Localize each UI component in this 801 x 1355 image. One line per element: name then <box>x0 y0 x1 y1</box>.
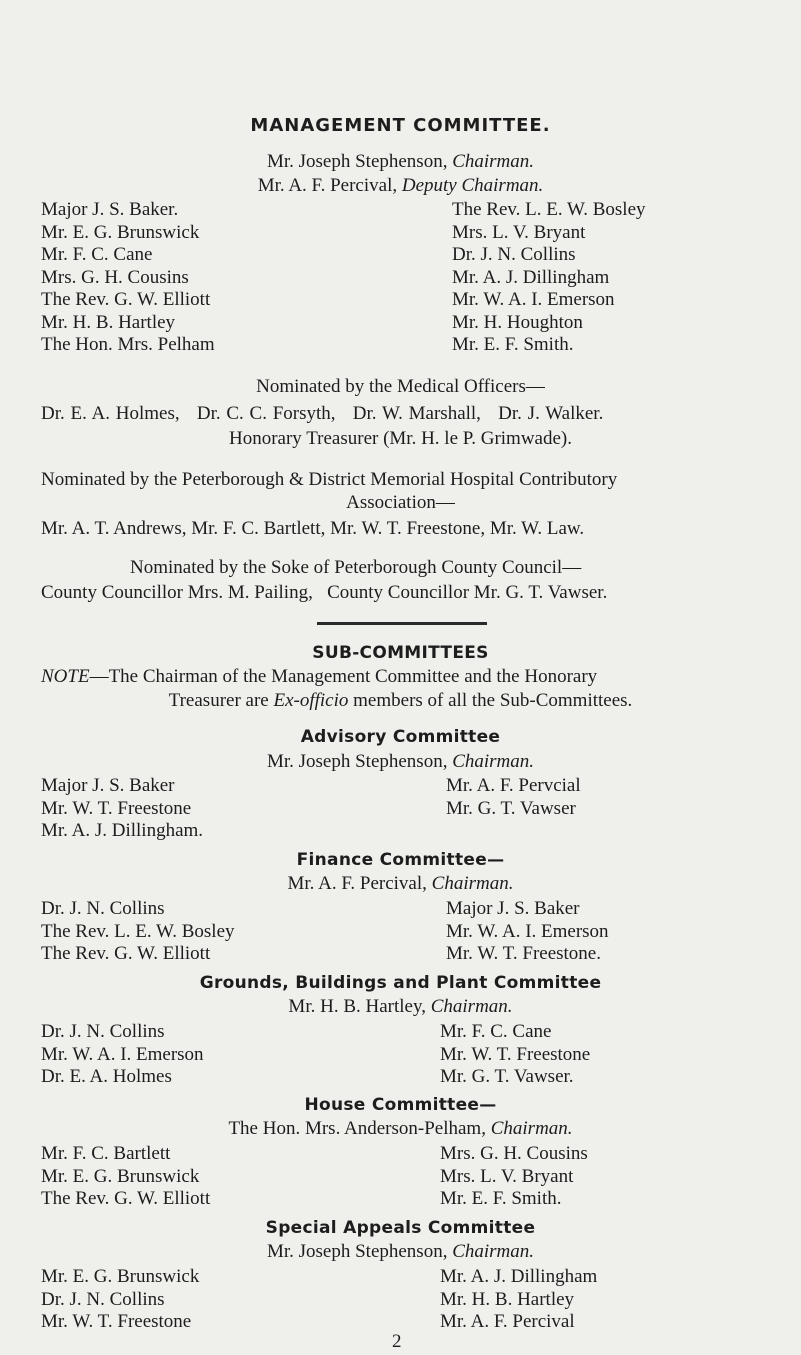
note-label: NOTE <box>41 666 90 687</box>
note-text: —The Chairman of the Management Committee and the Honorary <box>89 666 598 687</box>
member-name: Mr. W. T. Freestone <box>440 1043 591 1065</box>
chair-name: The Hon. Mrs. Anderson-Pelham, <box>228 1118 486 1139</box>
management-heading: MANAGEMENT COMMITTEE. <box>250 115 551 136</box>
chair-role: Chairman. <box>452 751 535 772</box>
member-name: The Rev. L. E. W. Bosley <box>41 920 235 942</box>
member-name: Mr. F. C. Bartlett <box>41 1143 171 1164</box>
member-name: Mr. W. A. I. Emerson <box>41 1043 204 1065</box>
member-name: Major J. S. Baker <box>446 898 580 919</box>
member-name: Dr. J. N. Collins <box>41 898 165 919</box>
management-members-right <box>452 199 646 357</box>
advisory-chair <box>0 750 801 774</box>
grounds-heading: Grounds, Buildings and Plant Committee <box>199 973 602 993</box>
member-name: Mr. A. J. Dillingham <box>452 266 610 288</box>
house-members-left <box>41 1143 210 1211</box>
management-deputy <box>0 174 801 198</box>
member-name: Mr. F. C. Cane <box>41 244 153 265</box>
member-name: Mr. E. F. Smith. <box>440 1188 562 1209</box>
member-name: Dr. E. A. Holmes <box>41 1066 172 1087</box>
note-text: Treasurer are <box>168 690 269 711</box>
advisory-heading: Advisory Committee <box>300 727 501 747</box>
advisory-members-left <box>41 775 203 843</box>
soke-names: County Councillor Mrs. M. Pailing, County Councillor Mr. G. T. Vawser. <box>41 582 608 603</box>
member-name: Mrs. L. V. Bryant <box>452 221 586 243</box>
chairman-name: Mr. Joseph Stephenson, <box>266 151 448 172</box>
member-name: Dr. J. N. Collins <box>41 1288 165 1310</box>
management-members-left <box>41 199 215 357</box>
member-name: Dr. J. N. Collins <box>452 244 576 265</box>
member-name: Mr. E. F. Smith. <box>452 334 574 355</box>
note-line-2 <box>0 689 801 713</box>
advisory-members-right <box>446 775 581 820</box>
member-name: Major J. S. Baker <box>41 775 175 796</box>
member-name: Mr. H. Houghton <box>452 311 583 333</box>
member-name: Mr. G. T. Vawser <box>446 797 576 819</box>
chair-role: Chairman. <box>490 1118 573 1139</box>
finance-chair <box>0 872 801 896</box>
finance-heading: Finance Committee— <box>296 850 505 870</box>
member-name: Mr. A. F. Pervcial <box>446 775 581 796</box>
medical-intro: Nominated by the Medical Officers— <box>256 376 545 397</box>
member-name: Mr. G. T. Vawser. <box>440 1066 574 1087</box>
note-text: members of all the Sub-Committees. <box>353 690 633 711</box>
member-name: Mr. A. J. Dillingham. <box>41 820 204 841</box>
member-name: Mr. E. G. Brunswick <box>41 1266 200 1287</box>
chair-name: Mr. H. B. Hartley, <box>288 996 426 1017</box>
member-name: The Rev. G. W. Elliott <box>41 943 211 964</box>
special-heading: Special Appeals Committee <box>265 1218 536 1238</box>
grounds-chair <box>0 995 801 1019</box>
house-heading: House Committee— <box>304 1095 497 1115</box>
medical-names: Dr. E. A. Holmes, Dr. C. C. Forsyth, Dr. W. Marshall, Dr. J. Walker. <box>41 403 604 424</box>
management-chairman <box>0 150 801 174</box>
special-members-right <box>440 1266 597 1334</box>
memorial-intro: Nominated by the Peterborough & District Memorial Hospital Contributory <box>41 469 618 490</box>
page-number: 2 <box>392 1331 402 1352</box>
special-chair <box>0 1240 801 1264</box>
chair-name: Mr. Joseph Stephenson, <box>266 1241 448 1262</box>
member-name: Mr. E. G. Brunswick <box>41 221 200 243</box>
member-name: Major J. S. Baker. <box>41 199 179 220</box>
deputy-role: Deputy Chairman. <box>401 175 544 196</box>
chair-name: Mr. Joseph Stephenson, <box>266 751 448 772</box>
member-name: The Rev. G. W. Elliott <box>41 289 211 310</box>
member-name: Dr. J. N. Collins <box>41 1021 165 1042</box>
house-members-right <box>440 1143 588 1211</box>
grounds-members-left <box>41 1021 204 1089</box>
member-name: Mr. E. G. Brunswick <box>41 1165 200 1187</box>
member-name: Mr. F. C. Cane <box>440 1021 552 1042</box>
chair-name: Mr. A. F. Percival, <box>287 873 427 894</box>
grounds-members-right <box>440 1021 590 1089</box>
finance-members-left <box>41 898 235 966</box>
finance-members-right <box>446 898 609 966</box>
soke-intro: Nominated by the Soke of Peterborough County Council— <box>130 557 582 578</box>
member-name: Mr. A. F. Percival <box>440 1311 575 1332</box>
member-name: Mr. W. A. I. Emerson <box>446 920 609 942</box>
deputy-name: Mr. A. F. Percival, <box>257 175 398 196</box>
honorary-treasurer: Honorary Treasurer (Mr. H. le P. Grimwade). <box>229 428 572 449</box>
note-line-1 <box>41 665 597 689</box>
chair-role: Chairman. <box>431 873 514 894</box>
member-name: The Hon. Mrs. Pelham <box>41 334 215 355</box>
member-name: Mr. H. B. Hartley <box>440 1288 575 1310</box>
member-name: Mr. H. B. Hartley <box>41 311 176 333</box>
member-name: The Rev. L. E. W. Bosley <box>452 199 646 220</box>
member-name: Mr. W. A. I. Emerson <box>452 289 615 310</box>
chair-role: Chairman. <box>430 996 513 1017</box>
chair-role: Chairman. <box>452 1241 535 1262</box>
member-name: Mr. W. T. Freestone <box>41 1311 192 1332</box>
note-ex-officio: Ex-officio <box>273 690 349 711</box>
member-name: The Rev. G. W. Elliott <box>41 1188 211 1209</box>
member-name: Mrs. G. H. Cousins <box>440 1143 588 1164</box>
special-members-left <box>41 1266 199 1334</box>
chairman-role: Chairman. <box>452 151 535 172</box>
house-chair <box>0 1117 801 1141</box>
member-name: Mr. W. T. Freestone. <box>446 943 601 964</box>
memorial-intro-cont: Association— <box>346 492 455 513</box>
sub-committees-heading: SUB-COMMITTEES <box>312 643 489 663</box>
member-name: Mrs. L. V. Bryant <box>440 1165 574 1187</box>
section-divider <box>317 622 487 625</box>
memorial-names: Mr. A. T. Andrews, Mr. F. C. Bartlett, Mr. W. T. Freestone, Mr. W. Law. <box>41 518 585 539</box>
member-name: Mr. A. J. Dillingham <box>440 1266 598 1287</box>
member-name: Mrs. G. H. Cousins <box>41 266 189 288</box>
member-name: Mr. W. T. Freestone <box>41 797 192 819</box>
